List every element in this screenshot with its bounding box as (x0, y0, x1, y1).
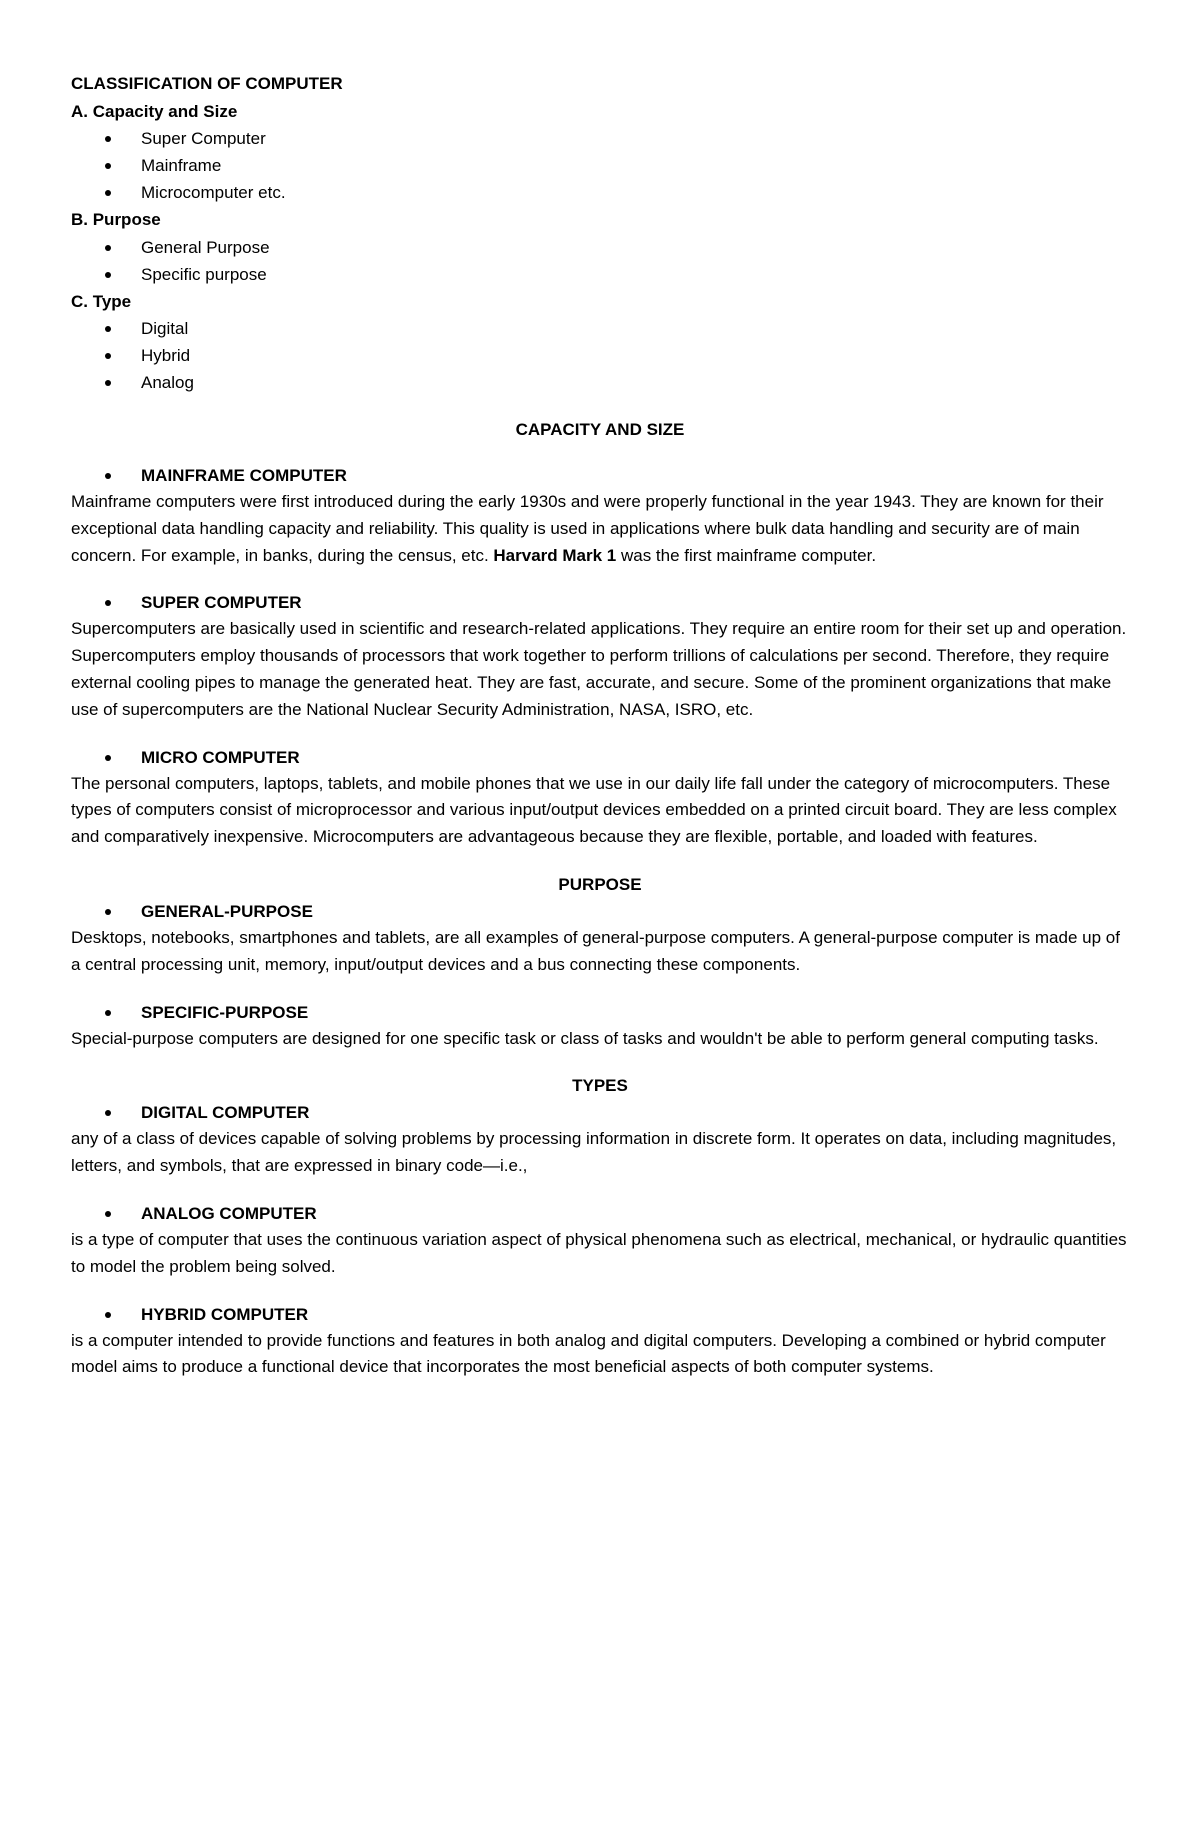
paragraph-text: was the first mainframe computer. (616, 545, 877, 565)
list-item: Specific purpose (71, 261, 1129, 288)
subsection-title-micro: MICRO COMPUTER (71, 744, 1129, 771)
paragraph-mainframe (71, 489, 1129, 569)
subsection-title-analog: ANALOG COMPUTER (71, 1200, 1129, 1227)
list-item: Mainframe (71, 152, 1129, 179)
paragraph-text: Mainframe computers were first introduced during the early 1930s and were properly functional in the year 1943. They are known for their exceptional data handling capacity and reliability. This quality is used in applications where bulk data handling and security are of main concern. For example, in banks, during the census, etc. (71, 492, 1104, 565)
section-heading-capacity: CAPACITY AND SIZE (515, 420, 685, 439)
paragraph-analog: is a type of computer that uses the continuous variation aspect of physical phenomena such as electrical, mechanical, or hydraulic quantities to model the problem being solved. (71, 1229, 1127, 1276)
group-label-capacity: A. Capacity and Size (71, 101, 238, 121)
paragraph-digital: any of a class of devices capable of solving problems by processing information in discrete form. It operates on data, including magnitudes, letters, and symbols, that are expressed in binary code—i.e., (71, 1129, 1117, 1176)
subsection-title-super: SUPER COMPUTER (71, 589, 1129, 616)
subsection-title-mainframe: MAINFRAME COMPUTER (71, 462, 1129, 489)
list-item: General Purpose (71, 234, 1129, 261)
document-page (71, 70, 1129, 1381)
paragraph-micro: The personal computers, laptops, tablets, and mobile phones that we use in our daily life fall under the category of microcomputers. These types of computers consist of microprocessor and various input/output devices embedded on a printed circuit board. They are less complex and comparatively inexpensive. Microcomputers are advantageous because they are flexible, portable, and loaded with features. (71, 773, 1117, 847)
list-item: Microcomputer etc. (71, 179, 1129, 206)
group-label-purpose: B. Purpose (71, 210, 161, 229)
subsection-title-digital: DIGITAL COMPUTER (71, 1099, 1129, 1126)
document-title: CLASSIFICATION OF COMPUTER (71, 74, 343, 93)
list-item: Analog (71, 369, 1129, 396)
section-heading-types: TYPES (572, 1076, 628, 1096)
section-heading-purpose: PURPOSE (558, 874, 642, 894)
paragraph-specific: Special-purpose computers are designed for one specific task or class of tasks and wouldn't be able to perform general computing tasks. (71, 1028, 1099, 1048)
paragraph-general: Desktops, notebooks, smartphones and tablets, are all examples of general-purpose computers. A general-purpose computer is made up of a central processing unit, memory, input/output devices and a bus connecting these components. (71, 927, 1120, 974)
list-item: Super Computer (71, 125, 1129, 152)
highlight-text: Harvard Mark 1 (493, 545, 617, 565)
list-item: Hybrid (71, 342, 1129, 369)
paragraph-hybrid: is a computer intended to provide functions and features in both analog and digital computers. Developing a combined or hybrid computer model aims to produce a functional device that incorporates the most beneficial aspects of both computer systems. (71, 1330, 1106, 1377)
group-label-type: C. Type (71, 291, 132, 311)
subsection-title-general: GENERAL-PURPOSE (71, 898, 1129, 925)
subsection-title-specific: SPECIFIC-PURPOSE (71, 999, 1129, 1026)
paragraph-super: Supercomputers are basically used in scientific and research-related applications. They require an entire room for their set up and operation. Supercomputers employ thousands of processors that work together to perform trillions of calculations per second. Therefore, they require external cooling pipes to manage the generated heat. They are fast, accurate, and secure. Some of the prominent organizations that make use of supercomputers are the National Nuclear Security Administration, NASA, ISRO, etc. (71, 619, 1127, 719)
list-item: Digital (71, 315, 1129, 342)
subsection-title-hybrid: HYBRID COMPUTER (71, 1301, 1129, 1328)
